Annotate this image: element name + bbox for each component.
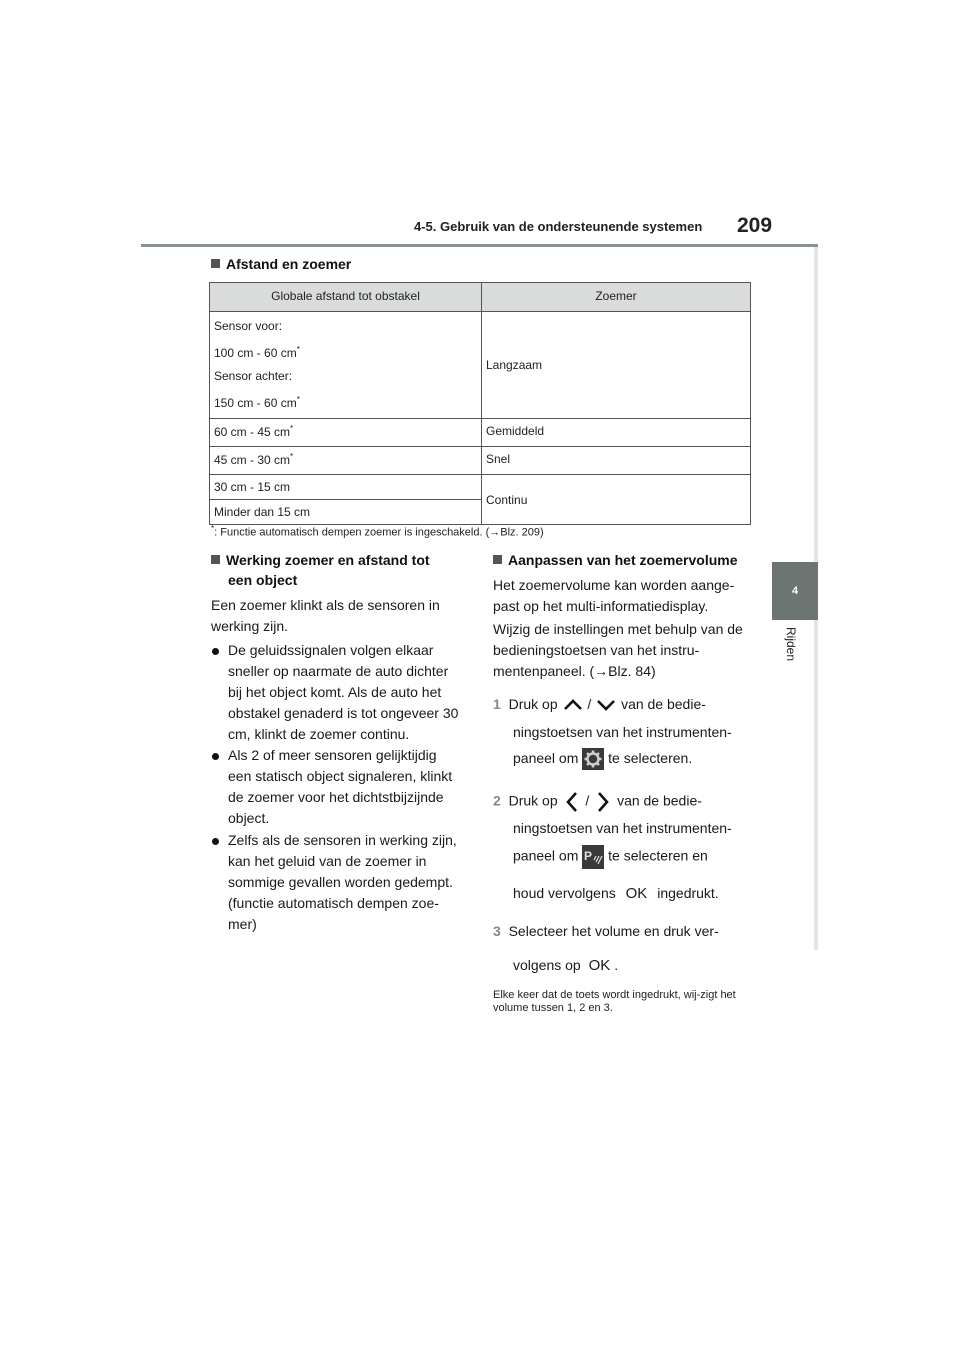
section-title-distance: Afstand en zoemer bbox=[211, 254, 351, 274]
ok-button-icon: OK bbox=[625, 885, 648, 902]
distance-table bbox=[209, 282, 751, 525]
table-cell: Langzaam bbox=[482, 312, 751, 419]
table-cell: 60 cm - 45 cm* bbox=[210, 419, 482, 447]
bullet-icon bbox=[212, 838, 219, 845]
section-title-buzzer-operation: Werking zoemer en afstand tot bbox=[211, 550, 430, 570]
list-item: Zelfs als de sensoren in werking zijn, kan het geluid van de zoemer in sommige gevallen worden gedempt. (functie automatisch dempen zoe-mer) bbox=[212, 830, 462, 935]
ok-button-icon: OK bbox=[588, 957, 611, 974]
table-row bbox=[210, 447, 751, 475]
list-item: De geluidssignalen volgen elkaar sneller op naarmate de auto dichter bij het object komt. Als de auto het obstakel genaderd is tot ongeveer 30 cm, klinkt de zoemer continu. bbox=[212, 640, 462, 745]
side-rule-top bbox=[814, 247, 818, 562]
chevron-down-icon bbox=[595, 698, 617, 712]
intro-paragraph: Een zoemer klinkt als de sensoren in werking zijn. bbox=[211, 597, 440, 634]
step-1-line3: paneel om te selecteren. bbox=[513, 748, 692, 770]
header-rule bbox=[141, 244, 818, 247]
svg-text:P: P bbox=[584, 849, 593, 863]
step-3-line2: volgens op OK . bbox=[513, 957, 619, 974]
volume-note: Elke keer dat de toets wordt ingedrukt, wij-zigt het volume tussen 1, 2 en 3. bbox=[493, 989, 736, 1014]
table-cell: Sensor voor: 100 cm - 60 cm* Sensor achter: 150 cm - 60 cm* bbox=[210, 312, 482, 419]
paragraph: Wijzig de instellingen met behulp van de bedieningstoetsen van het instru-mentenpaneel. (→Blz. 84) bbox=[493, 621, 743, 679]
table-header-row bbox=[210, 283, 751, 312]
step-2-line3: paneel om P te selecteren en bbox=[513, 845, 708, 869]
chapter-tab: 4 bbox=[772, 562, 818, 620]
chevron-up-icon bbox=[562, 698, 584, 712]
chevron-right-icon bbox=[593, 790, 613, 814]
square-bullet-icon bbox=[493, 555, 502, 564]
bullet-icon bbox=[212, 648, 219, 655]
table-cell: 45 cm - 30 cm* bbox=[210, 447, 482, 475]
table-cell: Gemiddeld bbox=[482, 419, 751, 447]
gear-icon bbox=[582, 748, 604, 770]
chapter-label: Rijden bbox=[784, 627, 798, 662]
table-cell: 30 cm - 15 cm bbox=[210, 475, 482, 500]
step-1: 1 Druk op / van de bedie- bbox=[493, 696, 706, 712]
chevron-left-icon bbox=[562, 790, 582, 814]
table-row bbox=[210, 312, 751, 419]
section-header: 4-5. Gebruik van de ondersteunende systemen bbox=[414, 219, 703, 234]
table-cell: Snel bbox=[482, 447, 751, 475]
paragraph: Het zoemervolume kan worden aange-past op het multi-informatiedisplay. bbox=[493, 577, 735, 614]
table-cell: Minder dan 15 cm bbox=[210, 500, 482, 525]
step-2: 2 Druk op / van de bedie- bbox=[493, 790, 702, 814]
table-footnote: *: Functie automatisch dempen zoemer is ingeschakeld. (→Blz. 209) bbox=[211, 524, 544, 539]
list-item: Als 2 of meer sensoren gelijktijdig een statisch object signaleren, klinkt de zoemer voor het dichtstbijzijnde object. bbox=[212, 745, 462, 829]
step-3: 3 Selecteer het volume en druk ver- bbox=[493, 923, 719, 939]
square-bullet-icon bbox=[211, 259, 220, 268]
section-title-buzzer-volume: Aanpassen van het zoemervolume bbox=[493, 550, 738, 570]
step-2-line4: houd vervolgens OK ingedrukt. bbox=[513, 885, 719, 902]
table-row bbox=[210, 419, 751, 447]
step-1-line2: ningstoetsen van het instrumenten- bbox=[513, 724, 732, 740]
table-row bbox=[210, 475, 751, 500]
parking-sensor-icon bbox=[582, 845, 604, 869]
section-title-buzzer-operation-line2: een object bbox=[228, 572, 298, 588]
column-header-distance: Globale afstand tot obstakel bbox=[210, 283, 482, 312]
bullet-icon bbox=[212, 753, 219, 760]
column-header-buzzer: Zoemer bbox=[482, 283, 751, 312]
side-rule-bottom bbox=[814, 620, 818, 950]
step-2-line2: ningstoetsen van het instrumenten- bbox=[513, 820, 732, 836]
square-bullet-icon bbox=[211, 555, 220, 564]
page-number: 209 bbox=[737, 214, 773, 237]
table-cell: Continu bbox=[482, 475, 751, 525]
